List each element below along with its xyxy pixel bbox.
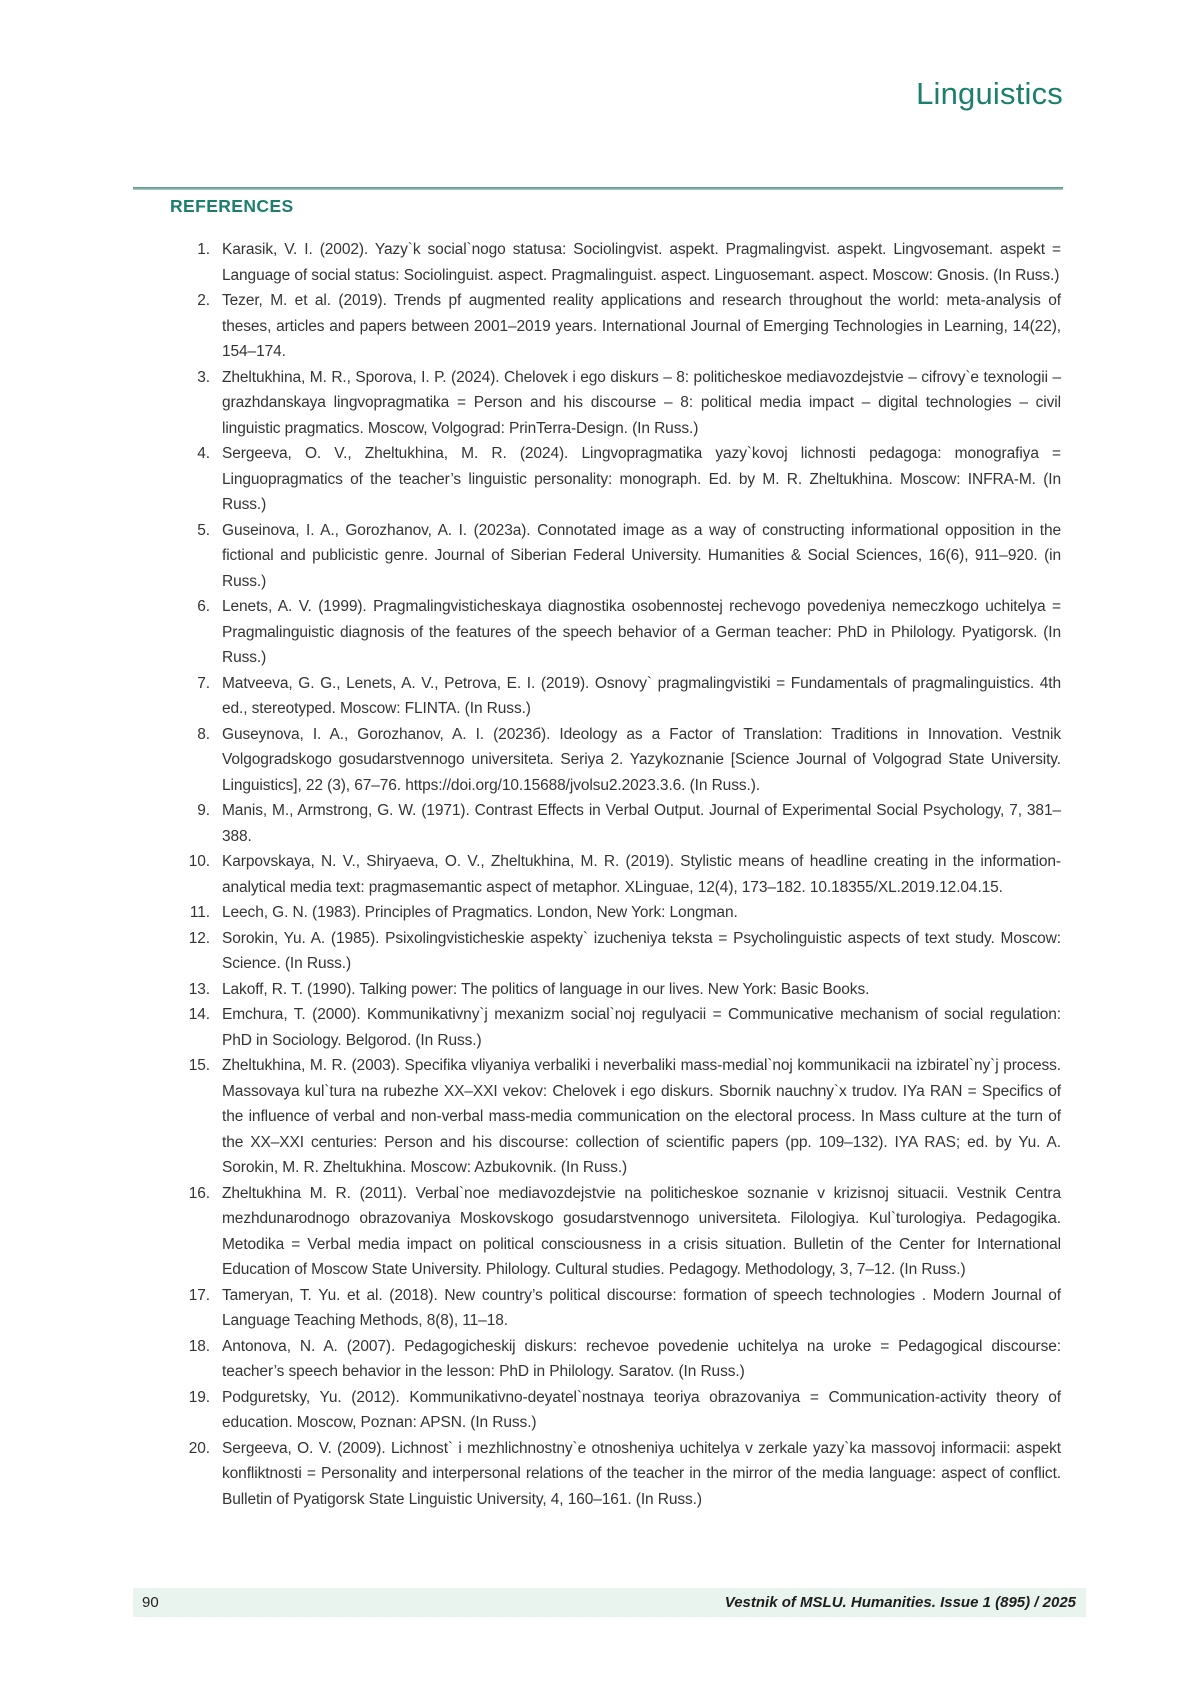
reference-item <box>133 1181 1061 1283</box>
reference-text: Emchura, T. (2000). Kommunikativny`j mexanizm social`noj regulyacii = Communicative mechanism of social regulation: PhD in Sociology. Belgorod. (In Russ.) <box>222 1006 1061 1049</box>
reference-text: Lenets, A. V. (1999). Pragmalingvisticheskaya diagnostika osobennostej rechevogo povedeniya nemeczkogo uchitelya = Pragmalinguistic diagnosis of the features of the speech behavior of a German teacher: PhD in Philology. Pyatigorsk. (In Russ.) <box>222 598 1061 666</box>
reference-item <box>133 926 1061 977</box>
reference-item <box>133 1283 1061 1334</box>
reference-number: 5. <box>197 521 210 539</box>
reference-text: Leech, G. N. (1983). Principles of Pragmatics. London, New York: Longman. <box>222 904 738 921</box>
reference-number: 2. <box>197 292 210 309</box>
reference-text: Podguretsky, Yu. (2012). Kommunikativno-deyatel`nostnaya teoriya obrazovaniya = Communication-activity theory of education. Moscow, Poznan: APSN. (In Russ.) <box>222 1388 1061 1431</box>
reference-item <box>133 594 1061 671</box>
reference-number: 19. <box>188 1388 210 1406</box>
reference-text: Karasik, V. I. (2002). Yazy`k social`nogo statusa: Sociolingvist. aspekt. Pragmalingvist. aspekt. Lingvosemant. aspekt = Language of social status: Sociolinguist. aspect. Pragmalinguist. aspect. Linguosemant. aspect. Moscow: Gnosis. (In Russ.) <box>222 241 1061 284</box>
page-number: 90 <box>142 1594 159 1611</box>
reference-number: 9. <box>197 802 210 819</box>
reference-number: 15. <box>188 1057 210 1074</box>
references-list <box>133 237 1061 1512</box>
reference-number: 12. <box>188 929 210 947</box>
reference-number: 4. <box>197 445 210 462</box>
journal-title-footer: Vestnik of MSLU. Humanities. Issue 1 (895) / 2025 <box>724 1594 1076 1611</box>
reference-number: 13. <box>188 980 210 998</box>
reference-number: 18. <box>188 1337 210 1355</box>
reference-number: 11. <box>189 904 210 921</box>
reference-item <box>133 900 1061 926</box>
reference-number: 7. <box>197 674 210 692</box>
reference-text: Tezer, M. et al. (2019). Trends pf augmented reality applications and research throughout the world: meta-analysis of theses, articles and papers between 2001–2019 years. International Journal of Emerging Technologies in Learning, 14(22), 154–174. <box>222 292 1061 360</box>
reference-text: Guseinova, I. A., Gorozhanov, A. I. (2023a). Connotated image as a way of constructing informational opposition in the fictional and publicistic genre. Journal of Siberian Federal University. Humanities & Social Sciences, 16(6), 911–920. (in Russ.) <box>222 521 1061 590</box>
reference-number: 14. <box>188 1006 210 1023</box>
reference-item <box>133 1334 1061 1385</box>
reference-number: 8. <box>197 725 210 743</box>
reference-text: Manis, M., Armstrong, G. W. (1971). Contrast Effects in Verbal Output. Journal of Experimental Social Psychology, 7, 381–388. <box>222 802 1061 845</box>
reference-text: Sorokin, Yu. A. (1985). Psixolingvisticheskie aspekty` izucheniya teksta = Psycholinguistic aspects of text study. Moscow: Science. (In Russ.) <box>222 929 1061 972</box>
reference-number: 17. <box>188 1286 210 1304</box>
reference-item <box>133 722 1061 799</box>
reference-item <box>133 288 1061 365</box>
reference-item <box>133 365 1061 442</box>
reference-text: Zheltukhina M. R. (2011). Verbal`noe mediavozdejstvie na politicheskoe soznanie v krizisnoj situacii. Vestnik Centra mezhdunarodnogo obrazovaniya Moskovskogo gosudarstvennogo universiteta. Filologiya. Kul`turologiya. Pedagogika. Metodika = Verbal media impact on political consciousness in a crisis situation. Bulletin of the Center for International Education of Moscow State University. Philology. Cultural studies. Pedagogy. Methodology, 3, 7–12. (In Russ.) <box>222 1184 1061 1278</box>
reference-text: Guseynova, I. A., Gorozhanov, A. I. (2023б). Ideology as a Factor of Translation: Traditions in Innovation. Vestnik Volgogradskogo gosudarstvennogo universiteta. Seriya 2. Yazykoznanie [Science Journal of Volgograd State University. Linguistics], 22 (3), 67–76. https://doi.org/10.15688/jvolsu2.2023.3.6. (In Russ.). <box>222 725 1061 794</box>
reference-number: 16. <box>188 1184 210 1202</box>
reference-number: 6. <box>197 598 210 615</box>
reference-item <box>133 798 1061 849</box>
reference-text: Sergeeva, O. V. (2009). Lichnost` i mezhlichnostny`e otnosheniya uchitelya v zerkale yazy`ka massovoj informacii: aspekt konfliktnosti = Personality and interpersonal relations of the teacher in the mirror of the media language: aspect of conflict. Bulletin of Pyatigorsk State Linguistic University, 4, 160–161. (In Russ.) <box>222 1439 1061 1508</box>
reference-item <box>133 1002 1061 1053</box>
reference-number: 3. <box>197 368 210 386</box>
reference-item <box>133 441 1061 518</box>
reference-text: Antonova, N. A. (2007). Pedagogicheskij diskurs: rechevoe povedenie uchitelya na uroke = Pedagogical discourse: teacher’s speech behavior in the lesson: PhD in Philology. Saratov. (In Russ.) <box>222 1337 1061 1380</box>
reference-text: Karpovskaya, N. V., Shiryaeva, O. V., Zheltukhina, M. R. (2019). Stylistic means of headline creating in the information-analytical media text: pragmasemantic aspect of metaphor. XLinguae, 12(4), 173–182. 10.18355/XL.2019.12.04.15. <box>222 853 1061 896</box>
reference-item <box>133 1385 1061 1436</box>
section-label: Linguistics <box>916 76 1063 111</box>
reference-text: Zheltukhina, M. R., Sporova, I. P. (2024). Chelovek i ego diskurs – 8: politicheskoe mediavozdejstvie – cifrovy`e texnologii – grazhdanskaya lingvopragmatika = Person and his discourse – 8: political media impact – digital technologies – civil linguistic pragmatics. Moscow, Volgograd: PrinTerra-Design. (In Russ.) <box>222 368 1061 437</box>
reference-item <box>133 977 1061 1003</box>
footer-band <box>133 1588 1086 1617</box>
reference-number: 10. <box>188 853 210 870</box>
reference-item <box>133 849 1061 900</box>
reference-number: 20. <box>188 1439 210 1457</box>
reference-item <box>133 671 1061 722</box>
reference-item <box>133 518 1061 595</box>
reference-item <box>133 1053 1061 1181</box>
reference-number: 1. <box>197 241 210 258</box>
reference-text: Matveeva, G. G., Lenets, A. V., Petrova, E. I. (2019). Osnovy` pragmalingvistiki = Fundamentals of pragmalinguistics. 4th ed., stereotyped. Moscow: FLINTA. (In Russ.) <box>222 674 1061 717</box>
reference-text: Zheltukhina, M. R. (2003). Specifika vliyaniya verbaliki i neverbaliki mass-medial`noj kommunikacii na izbiratel`ny`j process. Massovaya kul`tura na rubezhe XX–XXI vekov: Chelovek i ego diskurs. Sbornik nauchny`x trudov. IYa RAN = Specifics of the influence of verbal and non-verbal mass-media communication on the electoral process. In Mass culture at the turn of the XX–XXI centuries: Person and his discourse: collection of scientific papers (pp. 109–132). IYA RAS; ed. by Yu. A. Sorokin, M. R. Zheltukhina. Moscow: Azbukovnik. (In Russ.) <box>222 1057 1061 1176</box>
reference-item <box>133 237 1061 288</box>
reference-text: Lakoff, R. T. (1990). Talking power: The politics of language in our lives. New York: Basic Books. <box>222 980 870 998</box>
references-heading: REFERENCES <box>170 196 294 216</box>
header-rule <box>133 187 1063 190</box>
reference-text: Tameryan, T. Yu. et al. (2018). New country’s political discourse: formation of speech technologies . Modern Journal of Language Teaching Methods, 8(8), 11–18. <box>222 1286 1061 1329</box>
reference-text: Sergeeva, O. V., Zheltukhina, M. R. (2024). Lingvopragmatika yazy`kovoj lichnosti pedagoga: monografiya = Linguopragmatics of the teacher’s linguistic personality: monograph. Ed. by M. R. Zheltukhina. Moscow: INFRA-M. (In Russ.) <box>222 445 1061 513</box>
reference-item <box>133 1436 1061 1513</box>
